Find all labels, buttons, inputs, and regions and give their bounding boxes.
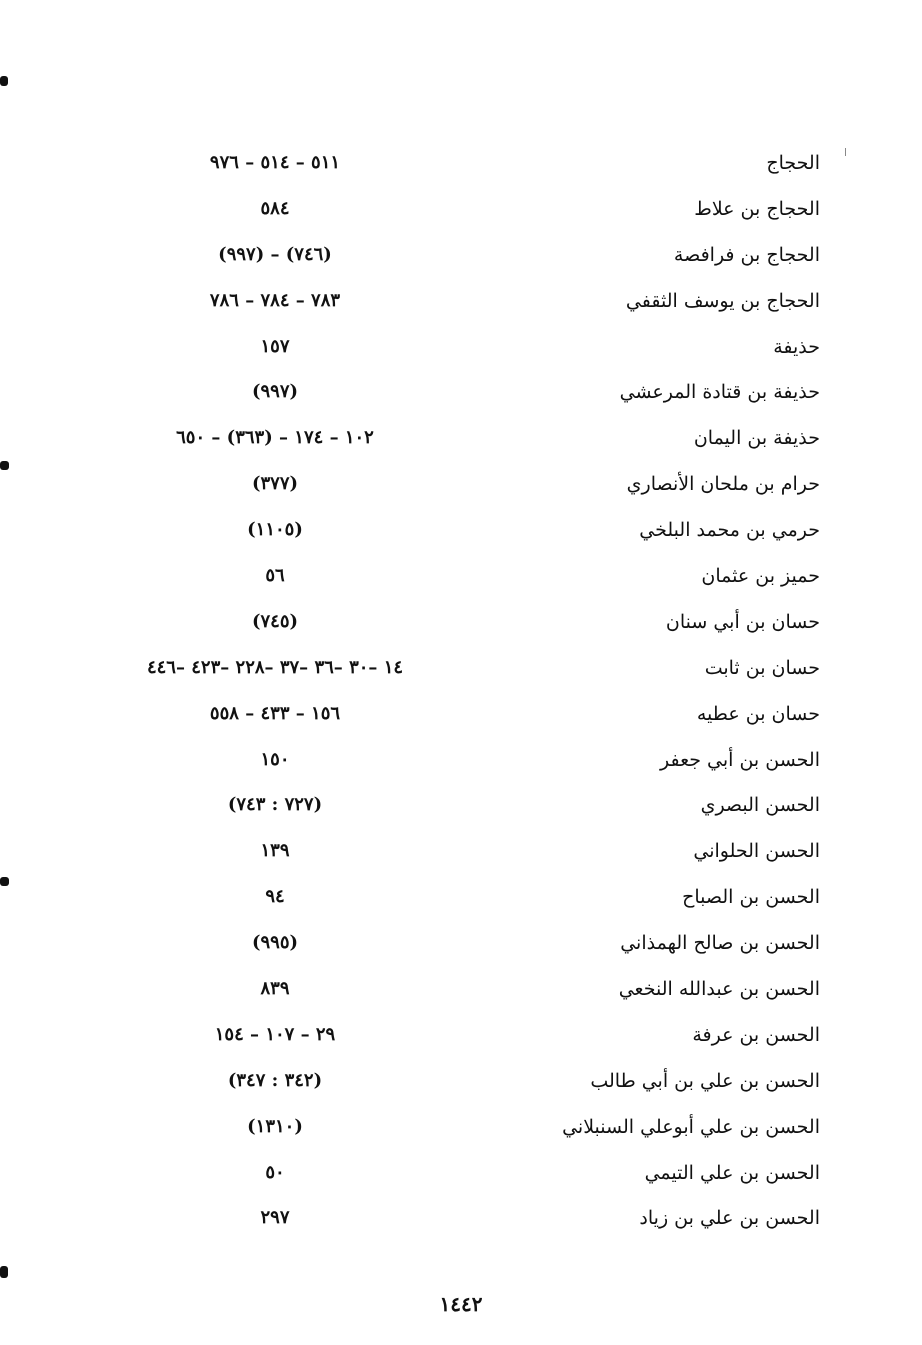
entry-page-refs: ١٥٧ — [260, 335, 290, 357]
index-entry — [0, 467, 922, 513]
binding-hole-mark — [0, 1266, 8, 1278]
entry-name: الحسن بن علي التيمي — [644, 1161, 820, 1184]
index-entry — [0, 972, 922, 1018]
index-entry — [0, 1018, 922, 1064]
entry-name: الحسن بن الصباح — [682, 886, 820, 909]
entry-name: الحجاج — [766, 152, 820, 174]
entry-name: حرام بن ملحان الأنصاري — [626, 473, 820, 496]
index-entries — [0, 146, 922, 1247]
entry-name: الحسن البصري — [700, 794, 820, 817]
entry-name: حسان بن أبي سنان — [665, 610, 820, 633]
entry-page-refs: ٥٦ — [265, 565, 285, 587]
entry-name: الحسن الحلواني — [693, 840, 820, 863]
entry-name: الحسن بن علي بن زياد — [639, 1207, 820, 1230]
entry-name: حذيفة — [773, 335, 820, 358]
entry-name: الحسن بن علي بن أبي طالب — [590, 1069, 820, 1092]
entry-name: الحسن بن أبي جعفر — [659, 748, 820, 771]
entry-name: الحجاج بن علاط — [694, 197, 820, 220]
index-entry — [0, 330, 922, 376]
entry-name: حذيفة بن قتادة المرعشي — [619, 381, 820, 404]
entry-page-refs: ٢٩٧ — [260, 1207, 290, 1229]
entry-page-refs: (٩٩٥) — [251, 932, 299, 954]
entry-page-refs: ٢٩ – ١٠٧ – ١٥٤ — [214, 1023, 336, 1045]
entry-page-refs: (١٣١٠) — [247, 1115, 303, 1137]
entry-page-refs: (٣٤٢ : ٣٤٧) — [227, 1069, 323, 1091]
index-entry — [0, 834, 922, 880]
entry-name: الحسن بن عرفة — [692, 1023, 820, 1046]
index-entry — [0, 926, 922, 972]
index-entry — [0, 284, 922, 330]
index-entry — [0, 146, 922, 192]
index-entry — [0, 605, 922, 651]
index-entry — [0, 788, 922, 834]
index-entry — [0, 513, 922, 559]
entry-name: الحسن بن صالح الهمذاني — [620, 932, 820, 955]
entry-page-refs: ٥١١ – ٥١٤ – ٩٧٦ — [209, 152, 341, 173]
entry-page-refs: (٧٢٧ : ٧٤٣) — [227, 794, 323, 816]
index-entry — [0, 421, 922, 467]
entry-page-refs: (٧٤٥) — [251, 610, 299, 632]
entry-page-refs: (٩٩٧) — [251, 381, 299, 403]
entry-page-refs: ١٥٦ – ٤٣٣ – ٥٥٨ — [209, 702, 341, 724]
entry-page-refs: ١٥٠ — [260, 748, 290, 770]
entry-page-refs: (١١٠٥) — [247, 519, 303, 541]
entry-page-refs: ١٠٢ – ١٧٤ – (٣٦٣) – ٦٥٠ — [176, 427, 374, 449]
entry-page-refs: (٣٧٧) — [251, 473, 299, 495]
entry-name: حرمي بن محمد البلخي — [639, 519, 820, 542]
index-entry — [0, 238, 922, 284]
index-entry — [0, 880, 922, 926]
entry-page-refs: ٨٣٩ — [260, 978, 290, 1000]
index-entry — [0, 697, 922, 743]
binding-hole-mark — [0, 76, 8, 86]
entry-page-refs: ١٣٩ — [260, 840, 290, 862]
entry-name: حسان بن ثابت — [704, 656, 820, 679]
index-entry — [0, 651, 922, 697]
entry-page-refs: ٧٨٣ – ٧٨٤ – ٧٨٦ — [209, 289, 341, 311]
entry-name: حسان بن عطيه — [696, 702, 820, 725]
index-entry — [0, 375, 922, 421]
index-entry — [0, 743, 922, 789]
entry-name: الحجاج بن فرافصة — [673, 243, 820, 266]
index-entry — [0, 1110, 922, 1156]
entry-page-refs: (٧٤٦) – (٩٩٧) — [218, 243, 332, 265]
entry-page-refs: ٥٨٤ — [260, 197, 290, 219]
index-entry — [0, 192, 922, 238]
index-entry — [0, 1156, 922, 1202]
entry-name: الحجاج بن يوسف الثقفي — [625, 289, 820, 312]
index-entry — [0, 559, 922, 605]
entry-name: الحسن بن علي أبوعلي السنبلاني — [562, 1115, 820, 1138]
index-entry — [0, 1064, 922, 1110]
index-entry — [0, 1201, 922, 1247]
entry-name: حذيفة بن اليمان — [693, 427, 820, 450]
page-number: ١٤٤٢ — [439, 1292, 483, 1316]
entry-page-refs: ٩٤ — [265, 886, 285, 908]
entry-page-refs: ٥٠ — [265, 1161, 285, 1183]
entry-name: الحسن بن عبدالله النخعي — [618, 978, 820, 1001]
entry-page-refs: ١٤ –٣٠ –٣٦ –٣٧ –٢٢٨ –٤٢٣ –٤٤٦ — [146, 656, 404, 678]
entry-name: حميز بن عثمان — [701, 565, 820, 588]
